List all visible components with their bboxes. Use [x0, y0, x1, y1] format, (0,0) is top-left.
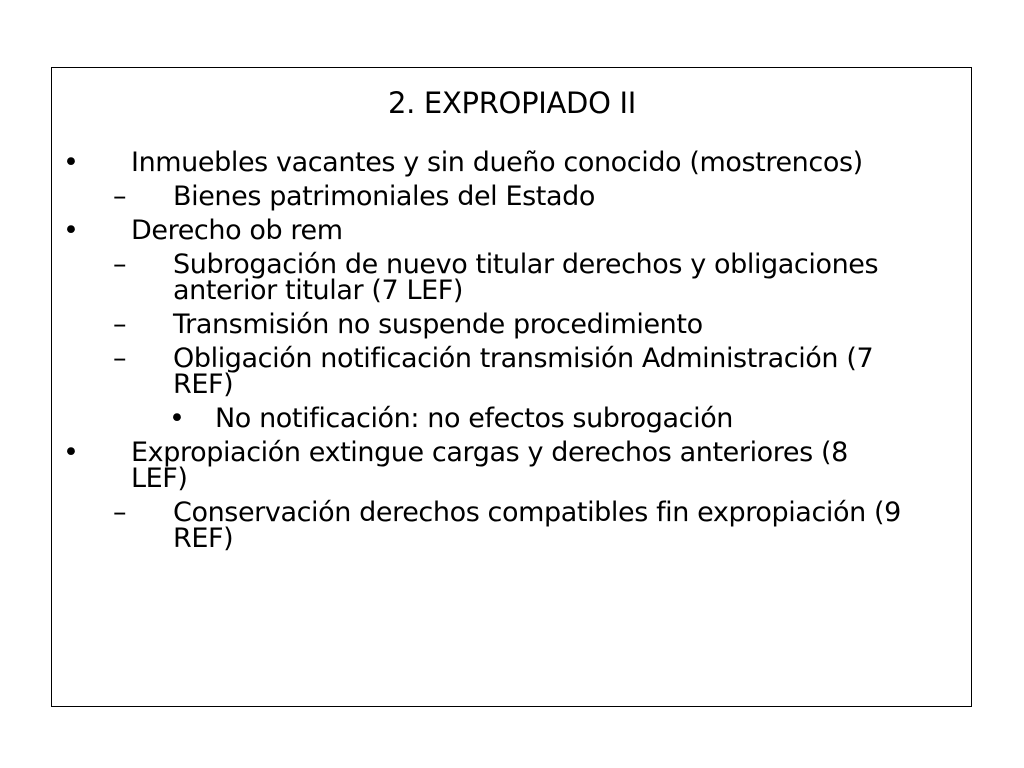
list-item [63, 437, 1024, 494]
dash-marker: – [113, 181, 127, 212]
bullet-marker: • [63, 437, 79, 468]
list-item [63, 215, 1024, 246]
list-item [113, 249, 1024, 306]
bullet-marker: • [63, 215, 79, 246]
slide-title: 2. EXPROPIADO II [387, 86, 637, 120]
item-line: Inmuebles vacantes y sin dueño conocido (mostrencos) [131, 147, 863, 178]
list-item [63, 147, 1024, 178]
dash-marker: – [113, 343, 127, 374]
item-line: Conservación derechos compatibles fin expropiación (9 [173, 497, 901, 528]
item-line: anterior titular (7 LEF) [173, 275, 464, 306]
list-item [113, 497, 1024, 554]
item-line: Obligación notificación transmisión Administración (7 [173, 343, 874, 374]
bullet-marker: • [169, 403, 185, 434]
item-line: REF) [173, 369, 234, 400]
item-line: REF) [173, 523, 234, 554]
item-line: Transmisión no suspende procedimiento [173, 309, 703, 340]
item-line: Derecho ob rem [131, 215, 343, 246]
item-line: No notificación: no efectos subrogación [215, 403, 734, 434]
list-item [113, 309, 1024, 340]
item-line: Bienes patrimoniales del Estado [173, 181, 595, 212]
bullet-list [0, 147, 1024, 768]
item-line: LEF) [131, 463, 188, 494]
list-item [169, 403, 1024, 434]
dash-marker: – [113, 249, 127, 280]
dash-marker: – [113, 309, 127, 340]
bullet-marker: • [63, 147, 79, 178]
item-line: Subrogación de nuevo titular derechos y obligaciones [173, 249, 879, 280]
list-item [113, 343, 1024, 400]
item-line: Expropiación extingue cargas y derechos anteriores (8 [131, 437, 848, 468]
list-item [113, 181, 1024, 212]
dash-marker: – [113, 497, 127, 528]
